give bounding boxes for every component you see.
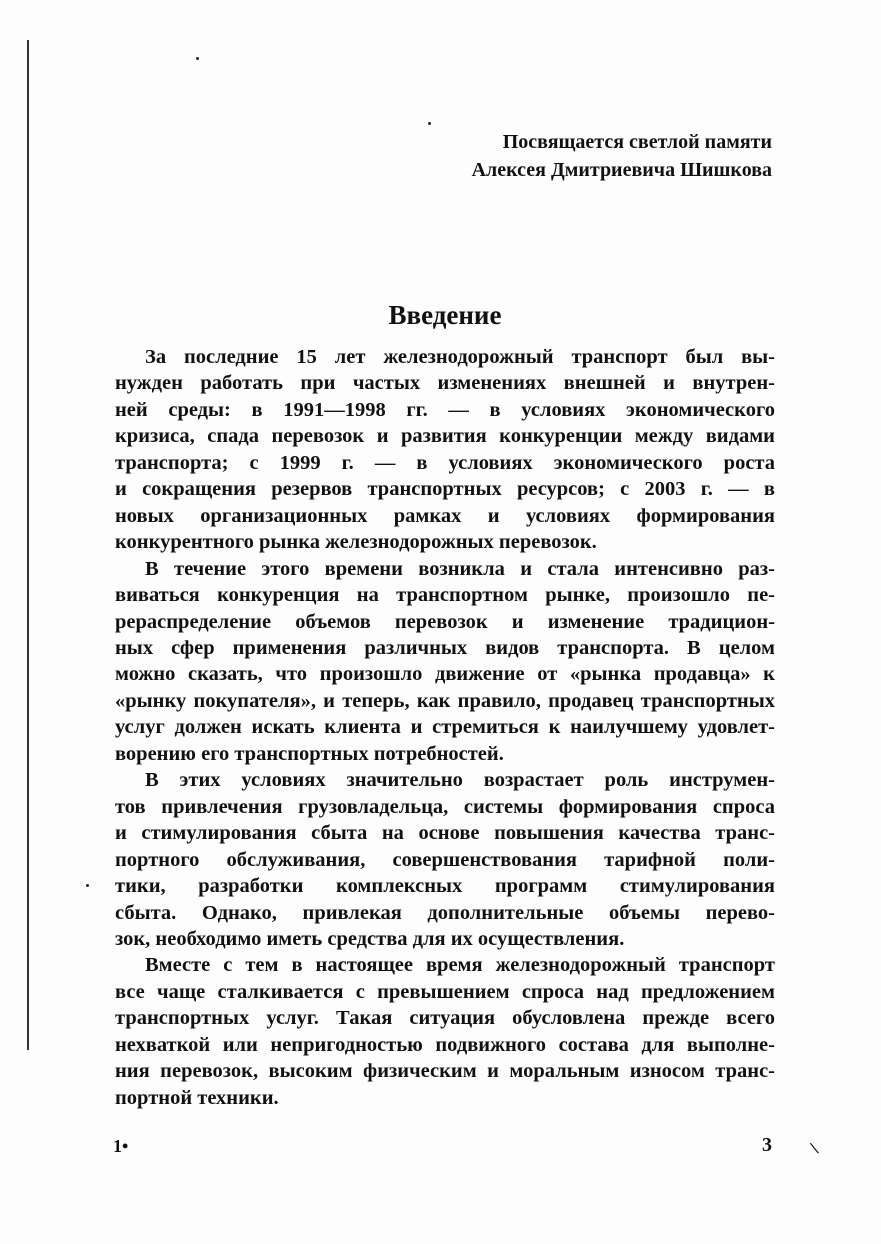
text-line: сбыта. Однако, привлекая дополнительные объемы перево- (115, 901, 775, 924)
text-line: кризиса, спада перевозок и развития конкуренции между видами (115, 425, 775, 448)
paragraph (115, 556, 775, 768)
text-line: ворению его транспортных потребностей. (115, 742, 504, 765)
body-text (115, 344, 775, 1111)
scan-speck (196, 57, 199, 60)
text-line: транспортных услуг. Такая ситуация обусловлена прежде всего (115, 1007, 775, 1030)
text-line: ных сфер применения различных видов транспорта. В целом (115, 636, 775, 659)
scan-speck (428, 122, 431, 125)
text-line: услуг должен искать клиента и стремиться к наилучшему удовлет- (115, 716, 775, 739)
text-line: В течение этого времени возникла и стала интенсивно раз- (145, 557, 775, 580)
scan-edge-line (27, 40, 29, 1050)
text-line: нехваткой или непригодностью подвижного состава для выполне- (115, 1033, 775, 1056)
text-line: тики, разработки комплексных программ стимулирования (115, 875, 775, 898)
text-line: новых организационных рамках и условиях формирования (115, 504, 775, 527)
text-line: можно сказать, что произошло движение от «рынка продавца» к (115, 663, 775, 686)
paragraph (115, 767, 775, 952)
text-line: ней среды: в 1991—1998 гг. — в условиях экономического (115, 398, 775, 421)
text-line: нужден работать при частых изменениях внешней и внутрен- (115, 372, 775, 395)
text-line: тов привлечения грузовладельца, системы формирования спроса (115, 795, 775, 818)
text-line: ния перевозок, высоким физическим и моральным износом транс- (115, 1060, 775, 1083)
scan-speck (86, 884, 89, 887)
text-line: портного обслуживания, совершенствования тарифной поли- (115, 848, 775, 871)
chapter-title: Введение (388, 300, 502, 330)
text-line: Вместе с тем в настоящее время железнодорожный транспорт (145, 954, 775, 977)
text-line: За последние 15 лет железнодорожный транспорт был вы- (145, 346, 775, 368)
paragraph (115, 952, 775, 1111)
text-line: «рынку покупателя», и теперь, как правило, продавец транспортных (115, 689, 775, 712)
text-line: зок, необходимо иметь средства для их осуществления. (115, 927, 625, 950)
signature-mark: 1• (113, 1136, 129, 1156)
text-line: В этих условиях значительно возрастает роль инструмен- (145, 769, 775, 792)
text-line: все чаще сталкивается с превышением спроса над предложением (115, 980, 775, 1003)
text-line: конкурентного рынка железнодорожных перевозок. (115, 531, 597, 554)
page-number: 3 (762, 1134, 772, 1156)
paragraph (115, 344, 775, 556)
dedication-line: Алексея Дмитриевича Шишкова (471, 159, 772, 181)
text-line: рераспределение объемов перевозок и изменение традицион- (115, 610, 775, 633)
dedication-line: Посвящается светлой памяти (502, 131, 772, 153)
scan-mark: \ (808, 1137, 821, 1159)
text-line: и сокращения резервов транспортных ресурсов; с 2003 г. — в (115, 478, 775, 501)
text-line: и стимулирования сбыта на основе повышения качества транс- (115, 822, 775, 845)
dedication (472, 128, 772, 184)
text-line: виваться конкуренция на транспортном рынке, произошло пе- (115, 584, 775, 607)
text-line: транспорта; с 1999 г. — в условиях экономического роста (115, 451, 775, 474)
text-line: портной техники. (115, 1086, 279, 1109)
